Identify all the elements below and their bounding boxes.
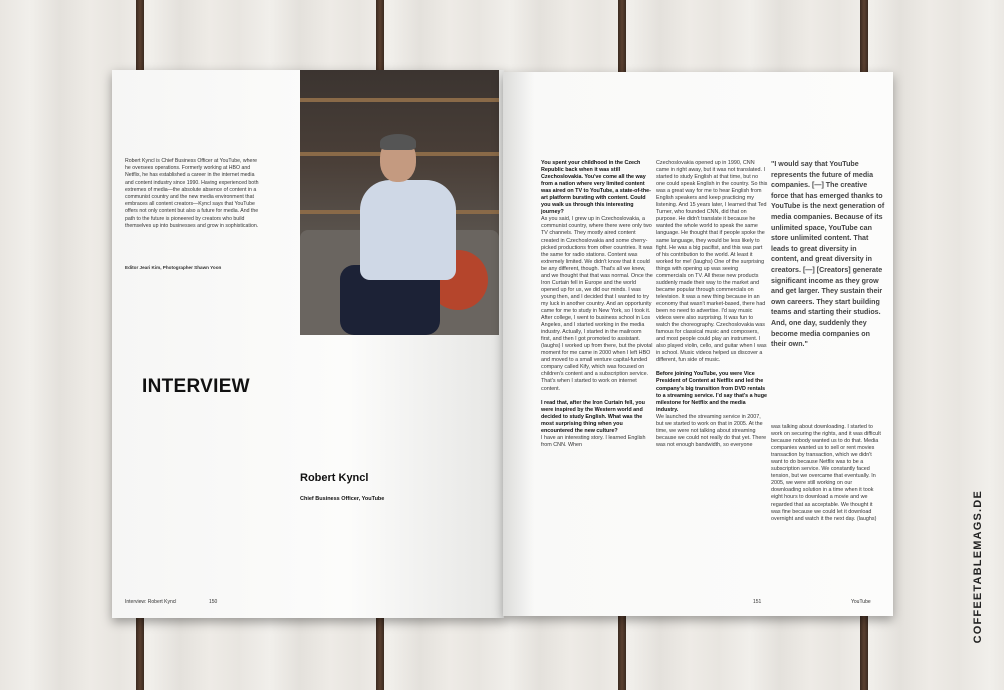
column-2 xyxy=(656,160,768,600)
column-3: was talking about downloading. I started to work on securing the rights, and it was difficult because nobody wanted us to do that. Media companies wanted us to sell or rent movies transaction by transaction, which we didn't want to do because Netflix was to be a subscription service. We constantly faced tension, but we overcame that eventually. In 2005, we were still working on our downloading solution in a time when it took eight hours to download a movie and we regarded that as acceptable. We thought it was fine because we could let it download overnight and watch it the next day. (laughs) xyxy=(771,424,881,522)
answer: I have an interesting story. I learned English from CNN. When xyxy=(541,434,646,448)
section-title: INTERVIEW xyxy=(142,376,250,397)
right-page xyxy=(503,72,893,616)
question: You spent your childhood in the Czech Republic back when it was still Czechoslovakia. You've come all the way from a nation where very limited content was aired on TV to YouTube, a state-of-the-art platform bursting with content. Could you walk us through this interesting journey? xyxy=(541,160,651,216)
page-number: 150 xyxy=(209,599,218,605)
footer-label: Interview: Robert Kyncl xyxy=(125,599,177,605)
left-page xyxy=(112,70,504,618)
interviewee-role: Chief Business Officer, YouTube xyxy=(300,496,385,502)
question: I read that, after the Iron Curtain fell, you were inspired by the Western world and decided to study English. What was the most surprising thing when you encountered the new culture? xyxy=(541,399,645,434)
portrait-photo xyxy=(300,70,499,335)
interviewee-name: Robert Kyncl xyxy=(300,472,369,484)
pull-quote: "I would say that YouTube represents the future of media companies. [—] The creative force that has emerged thanks to YouTube is the next generation of media companies. Because of its unlimited space, YouTube can store unlimited content. That leads to great diversity in content, and great diversity in creators. [—] [Creators] generate significant income as they grow and get larger. They sustain their own careers. They start building teams and starting their studios. And, one day, suddenly they become media companies on their own." xyxy=(771,160,885,349)
page-number: 151 xyxy=(753,599,762,605)
footer-label: YouTube xyxy=(851,599,871,605)
answer: We launched the streaming service in 2007, but we started to work on that in 2005. At the time, we were not talking about streaming because we could not really do that yet. There was not enough bandwidth, so everyone xyxy=(656,413,767,448)
column-1 xyxy=(541,160,653,600)
question: Before joining YouTube, you were Vice President of Content at Netflix and led the company's big transition from DVD rentals to a streaming service. I'd say that's a huge milestone for Netflix and the media industry. xyxy=(656,371,768,413)
watermark: COFFEETABLEMAGS.DE xyxy=(972,490,984,644)
answer: As you said, I grew up in Czechoslovakia, a communist country, where there were only two TV channels. They mostly aired content created in Czechoslovakia and some cherry-picked productions from other countries. It was the same for radio stations. Content was extremely limited. We didn't know that it could be any different, though. That's all we knew, and we thought that that was normal. Once the Iron Curtain fell in Europe and the world opened up for us, we did our minds. I was young then, and I decided that I wanted to try my luck in another country. And an opportunity came for me to study in New York, so I took it. After college, I went to business school in Los Angeles, and I started working in the media industry. Actually, I started in the mailroom first, and then I got promoted to assistant. (laughs) I worked up from there, but the pivotal moment for me came in 2000 when I left HBO and moved to a small venture capital-funded company called Kify, which was focused on children's content and a subscription service. That's when I started to work on internet content. xyxy=(541,216,653,392)
answer: Czechoslovakia opened up in 1990, CNN came in right away, but it was not translated. I started to study English at that time, but no one could speak English in the country. So this was a great way for me to hear English from English speakers and keep practicing my listening. And 15 years later, I learned that Ted Turner, who founded CNN, did that on purpose. He didn't translate it because he wanted the whole world to speak the same language. He thought that if people spoke the same language, they would be less likely to fight. He was a big pacifist, and this was part of his contribution to the world. At least it worked for me! (laughs) One of the surprising things with opening up was seeing commercials on TV. All these new products suddenly made their way to the market and became popular through commercials on television. It was a new thing because in an economy that wasn't market-based, there had been no need to advertise. I'd say music videos were also surprising. It was fun to watch the choreography. Czechoslovakia was famous for classical music and composers, and most people could play an instrument. I also played violin, cello, and guitar when I was in school. Music videos helped us discover a different, fun side of music. xyxy=(656,160,768,364)
credits: Editor Jeari Kim, Photographer Shawn Yoon xyxy=(125,265,222,270)
intro-text: Robert Kyncl is Chief Business Officer at YouTube, where he oversees operations. Formerly working at HBO and Netflix, he has established a career in the internet media and content industry since 1990. Having experienced both extremes of media—the absolute absence of content in a communist country and the new media environment that embraces all content creators—Kyncl says that YouTube offers not only content but also a future for media. And the path to the future is pioneered by creators who build themselves up into businesses and grow in sophistication. xyxy=(125,158,259,229)
